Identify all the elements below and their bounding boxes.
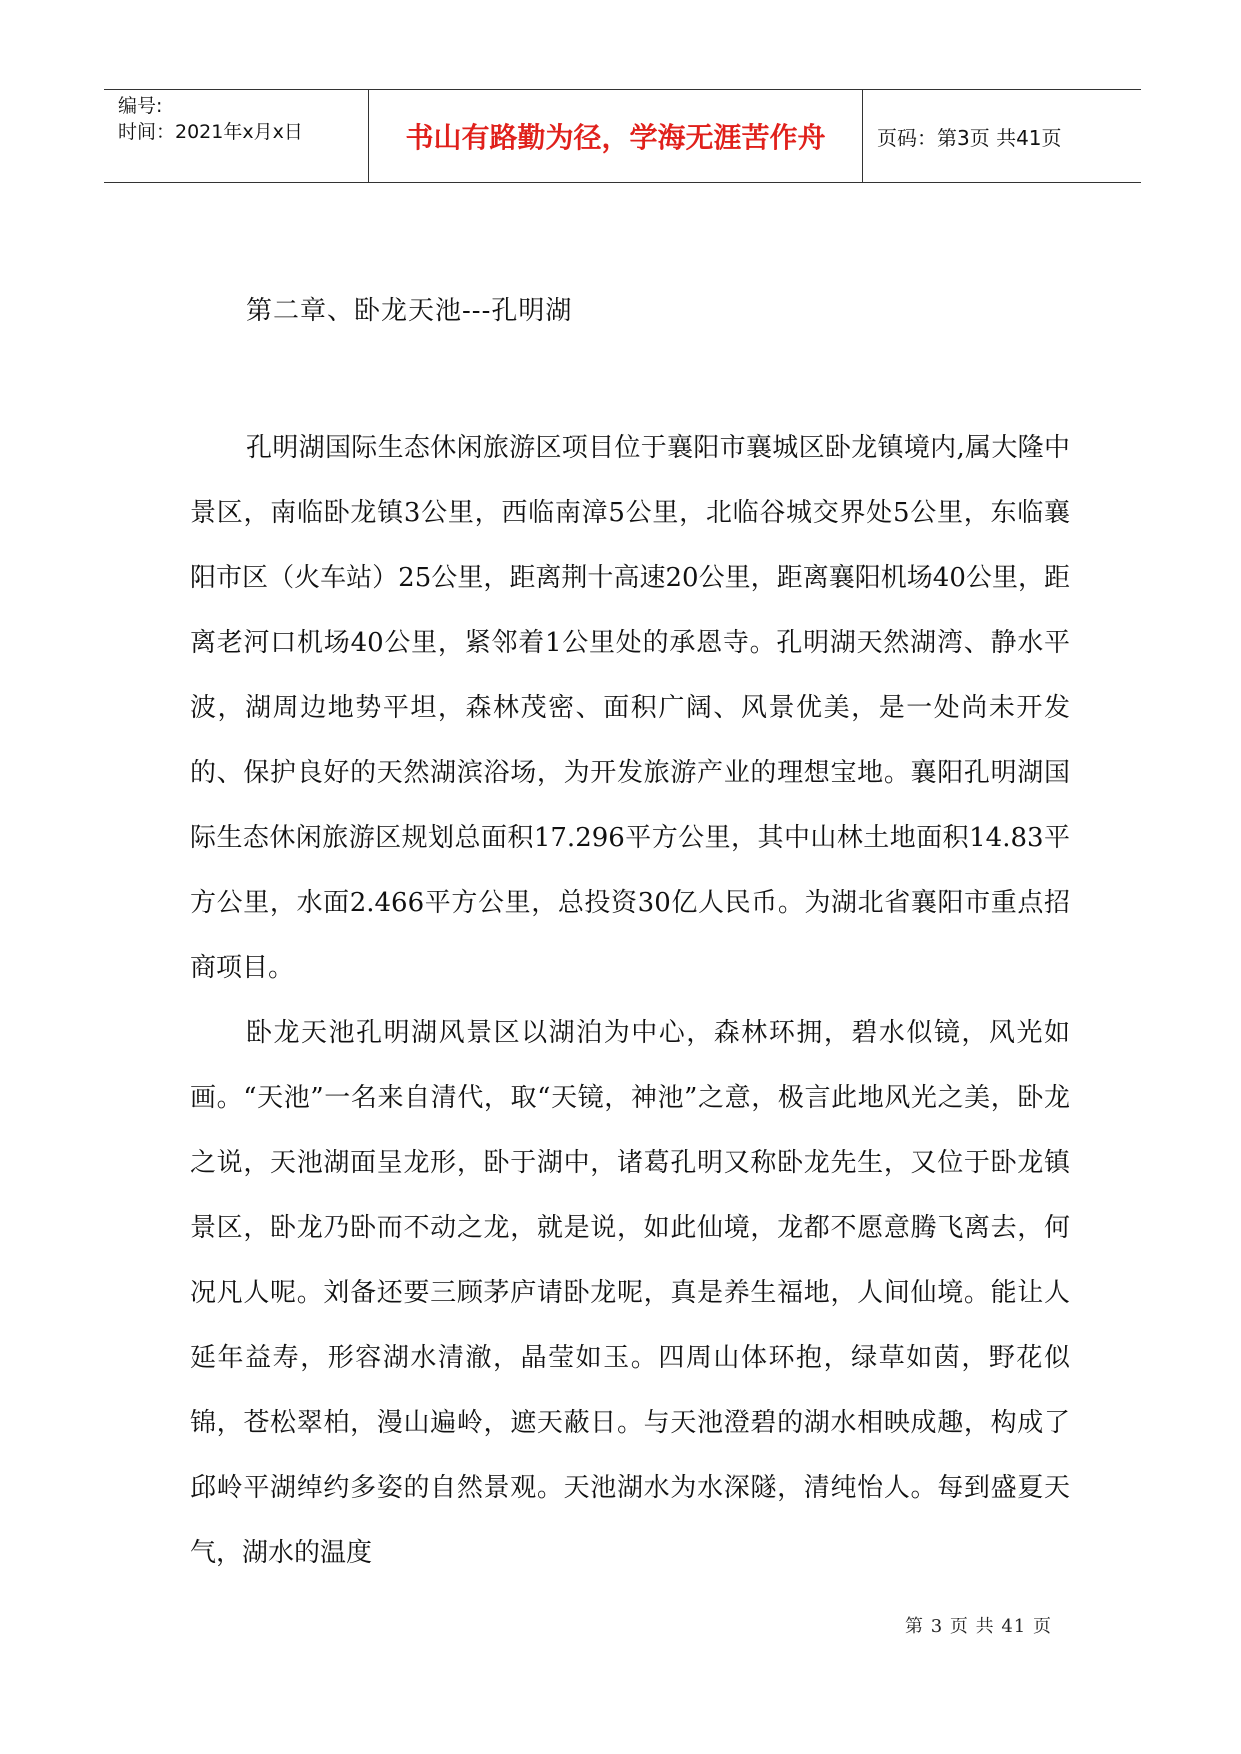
time-label: 时间：2021年x月x日	[118, 121, 303, 143]
page-footer: 第 3 页 共 41 页	[905, 1616, 1052, 1637]
paragraph: 孔明湖国际生态休闲旅游区项目位于襄阳市襄城区卧龙镇境内,属大隆中景区，南临卧龙镇3公里，西临南漳5公里，北临谷城交界处5公里，东临襄阳市区（火车站）25公里，距离荆十高速20公里，距离襄阳机场40公里，距离老河口机场40公里，紧邻着1公里处的承恩寺。孔明湖天然湖湾、静水平波，湖周边地势平坦，森林茂密、面积广阔、风景优美，是一处尚未开发的、保护良好的天然湖滨浴场，为开发旅游产业的理想宝地。襄阳孔明湖国际生态休闲旅游区规划总面积17.296平方公里，其中山林土地面积14.83平方公里，水面2.466平方公里，总投资30亿人民币。为湖北省襄阳市重点招商项目。	[190, 433, 1070, 983]
header-meta	[104, 90, 369, 182]
paragraph: 卧龙天池孔明湖风景区以湖泊为中心，森林环拥，碧水似镜，风光如画。“天池”一名来自清代，取“天镜，神池”之意，极言此地风光之美，卧龙之说，天池湖面呈龙形，卧于湖中，诸葛孔明又称卧龙先生，又位于卧龙镇景区，卧龙乃卧而不动之龙，就是说，如此仙境，龙都不愿意腾飞离去，何况凡人呢。刘备还要三顾茅庐请卧龙呢，真是养生福地，人间仙境。能让人延年益寿，形容湖水清澈，晶莹如玉。四周山体环抱，绿草如茵，野花似锦，苍松翠柏，漫山遍岭，遮天蔽日。与天池澄碧的湖水相映成趣，构成了邱岭平湖绰约多姿的自然景观。天池湖水为水深隧，清纯怡人。每到盛夏天气，湖水的温度	[190, 1018, 1070, 1568]
chapter-title: 第二章、卧龙天池---孔明湖	[246, 296, 573, 326]
document-header	[104, 89, 1141, 183]
code-label: 编号:	[118, 95, 163, 117]
header-page-info: 页码：第3页 共41页	[877, 125, 1062, 150]
body-text	[190, 416, 1070, 1586]
header-motto: 书山有路勤为径，学海无涯苦作舟	[369, 90, 863, 182]
